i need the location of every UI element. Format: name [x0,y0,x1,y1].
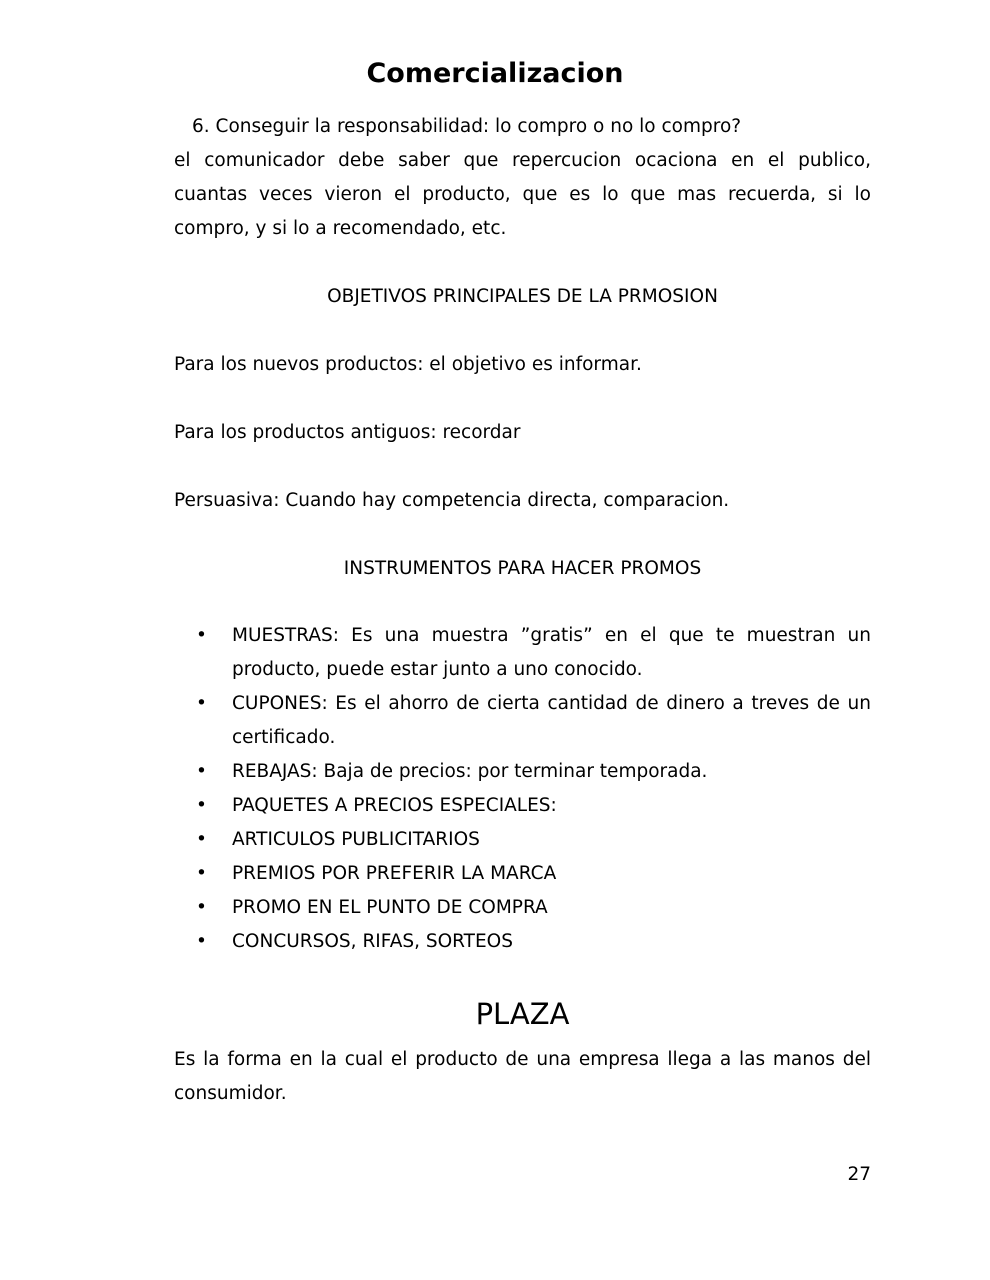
section-heading-plaza: PLAZA [475,997,570,1031]
list-item [174,619,871,687]
objective-line: Persuasiva: Cuando hay competencia directa, comparacion. [174,490,730,511]
bullet-icon: • [196,693,207,714]
list-item [174,891,871,925]
plaza-paragraph: Es la forma en la cual el producto de una empresa llega a las manos del consumidor. [174,1049,871,1104]
list-item [174,925,871,959]
list-item [174,789,871,823]
list-item-text: PREMIOS POR PREFERIR LA MARCA [232,863,557,884]
objective-line: Para los productos antiguos: recordar [174,422,521,443]
list-item-text: CUPONES: Es el ahorro de cierta cantidad de dinero a treves de un certificado. [232,693,871,748]
page-header-title: Comercializacion [366,58,624,89]
list-item-text: REBAJAS: Baja de precios: por terminar temporada. [232,761,708,782]
section-heading-objetivos: OBJETIVOS PRINCIPALES DE LA PRMOSION [327,286,718,307]
list-item [174,755,871,789]
page-number: 27 [847,1164,871,1185]
bullet-icon: • [196,795,207,816]
section-heading-instrumentos: INSTRUMENTOS PARA HACER PROMOS [343,558,702,579]
bullet-icon: • [196,761,207,782]
list-item [174,857,871,891]
bullet-icon: • [196,863,207,884]
list-item-text: MUESTRAS: Es una muestra ”gratis” en el que te muestran un producto, puede estar junto a uno conocido. [232,625,871,680]
body-paragraph: el comunicador debe saber que repercucion ocaciona en el publico, cuantas veces vieron el producto, que es lo que mas recuerda, si lo compro, y si lo a recomendado, etc. [174,150,871,239]
list-item [174,687,871,755]
list-item-text: CONCURSOS, RIFAS, SORTEOS [232,931,513,952]
bullet-icon: • [196,625,207,646]
list-item-text: PROMO EN EL PUNTO DE COMPRA [232,897,548,918]
numbered-item: 6. Conseguir la responsabilidad: lo compro o no lo compro? [192,116,742,137]
bullet-icon: • [196,931,207,952]
objective-line: Para los nuevos productos: el objetivo es informar. [174,354,642,375]
instruments-list [174,619,871,959]
list-item [174,823,871,857]
bullet-icon: • [196,829,207,850]
bullet-icon: • [196,897,207,918]
list-item-text: PAQUETES A PRECIOS ESPECIALES: [232,795,557,816]
list-item-text: ARTICULOS PUBLICITARIOS [232,829,480,850]
